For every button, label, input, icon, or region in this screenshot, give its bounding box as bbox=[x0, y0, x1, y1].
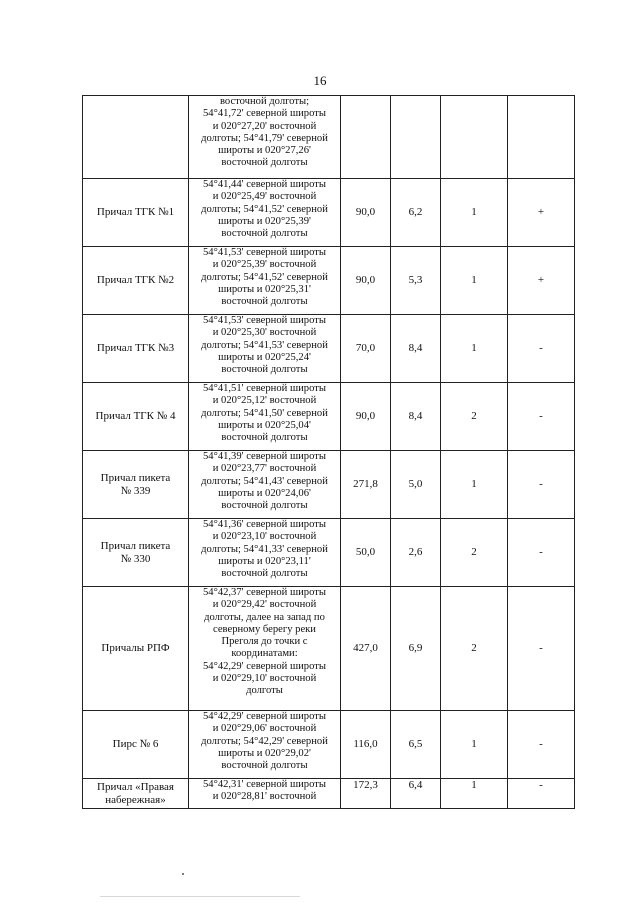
berth-name-cell bbox=[83, 451, 189, 519]
coordinates-cell bbox=[189, 383, 341, 451]
coordinates-line: 54°41,36' северной широты bbox=[202, 519, 326, 530]
page-bottom-rule bbox=[100, 896, 300, 897]
coordinates-line: долготы; 54°41,52' северной bbox=[201, 271, 328, 283]
coordinates-cell bbox=[189, 315, 341, 383]
berth-name-line: № 330 bbox=[120, 552, 151, 565]
table-row bbox=[83, 779, 575, 809]
coordinates-line: долготы; 54°41,50' северной bbox=[201, 407, 328, 419]
coordinates-line: и 020°28,81' восточной bbox=[212, 791, 317, 803]
berth-name-cell bbox=[83, 711, 189, 779]
count-cell: 1 bbox=[441, 179, 508, 247]
count-cell bbox=[441, 96, 508, 179]
length-cell bbox=[391, 96, 441, 179]
coordinates-line: восточной долготы bbox=[221, 157, 308, 169]
coordinates-line: восточной долготы bbox=[221, 364, 308, 376]
coordinates-line: долготы; 54°41,53' северной bbox=[201, 339, 328, 351]
depth-cell: 90,0 bbox=[341, 179, 391, 247]
length-cell: 8,4 bbox=[391, 315, 441, 383]
table-row bbox=[83, 247, 575, 315]
mark-cell bbox=[508, 96, 575, 179]
length-cell: 5,3 bbox=[391, 247, 441, 315]
count-cell: 1 bbox=[441, 247, 508, 315]
depth-cell: 172,3 bbox=[341, 779, 391, 809]
coordinates-line: восточной долготы bbox=[221, 228, 308, 240]
mark-cell: + bbox=[508, 247, 575, 315]
depth-cell: 90,0 bbox=[341, 247, 391, 315]
coordinates-line: широты и 020°27,26' bbox=[218, 145, 311, 157]
coordinates-line: 54°42,29' северной широты bbox=[202, 660, 326, 672]
coordinates-line: и 020°25,12' восточной bbox=[212, 395, 317, 407]
count-cell: 1 bbox=[441, 451, 508, 519]
coordinates-line: широты и 020°29,02' bbox=[218, 747, 311, 759]
coordinates-cell bbox=[189, 247, 341, 315]
count-cell: 1 bbox=[441, 315, 508, 383]
depth-cell: 427,0 bbox=[341, 587, 391, 711]
berth-name-line: № 339 bbox=[120, 484, 151, 497]
coordinates-line: и 020°25,30' восточной bbox=[212, 327, 317, 339]
coordinates-line: долготы; 54°41,52' северной bbox=[201, 203, 328, 215]
depth-cell bbox=[341, 96, 391, 179]
coordinates-cell bbox=[189, 451, 341, 519]
length-cell: 6,2 bbox=[391, 179, 441, 247]
berth-name-line: Причал пикета bbox=[100, 471, 171, 484]
table-row bbox=[83, 96, 575, 179]
coordinates-line: 54°42,31' северной широты bbox=[202, 779, 326, 790]
coordinates-cell bbox=[189, 96, 341, 179]
coordinates-cell bbox=[189, 587, 341, 711]
coordinates-line: 54°41,39' северной широты bbox=[202, 451, 326, 462]
coordinates-line: 54°41,72' северной широты bbox=[202, 108, 326, 120]
depth-cell: 70,0 bbox=[341, 315, 391, 383]
coordinates-line: восточной долготы bbox=[221, 500, 308, 512]
berth-name-line: Причалы РПФ bbox=[101, 642, 170, 654]
table-row bbox=[83, 519, 575, 587]
coordinates-line: широты и 020°25,24' bbox=[218, 351, 311, 363]
mark-cell: - bbox=[508, 519, 575, 587]
coordinates-line: и 020°27,20' восточной bbox=[212, 120, 317, 132]
berth-name-line: Причал ТГК №2 bbox=[96, 274, 175, 286]
berth-name-cell bbox=[83, 779, 189, 809]
mark-cell: - bbox=[508, 383, 575, 451]
coordinates-line: Преголя до точки с bbox=[221, 636, 308, 648]
berth-name-cell bbox=[83, 179, 189, 247]
coordinates-line: широты и 020°25,39' bbox=[218, 215, 311, 227]
berth-name-line: Причал ТГК № 4 bbox=[95, 410, 176, 422]
length-cell: 8,4 bbox=[391, 383, 441, 451]
berth-name-cell bbox=[83, 383, 189, 451]
coordinates-line: широты и 020°25,04' bbox=[218, 419, 311, 431]
mark-cell: - bbox=[508, 315, 575, 383]
coordinates-line: широты и 020°24,06' bbox=[218, 487, 311, 499]
coordinates-line: 54°41,53' северной широты bbox=[202, 247, 326, 258]
coordinates-line: долготы, далее на запад по bbox=[204, 611, 325, 623]
berth-name-cell bbox=[83, 315, 189, 383]
berth-name-cell bbox=[83, 587, 189, 711]
coordinates-line: 54°41,53' северной широты bbox=[202, 315, 326, 326]
coordinates-cell bbox=[189, 519, 341, 587]
coordinates-line: и 020°29,10' восточной bbox=[212, 673, 317, 685]
berth-name-line: Причал пикета bbox=[100, 539, 171, 552]
count-cell: 1 bbox=[441, 779, 508, 809]
coordinates-line: северному берегу реки bbox=[213, 623, 316, 635]
coordinates-line: и 020°29,06' восточной bbox=[212, 723, 317, 735]
coordinates-line: 54°42,29' северной широты bbox=[202, 711, 326, 722]
berths-table bbox=[82, 95, 575, 809]
coordinates-line: восточной долготы bbox=[221, 760, 308, 772]
mark-cell: - bbox=[508, 451, 575, 519]
coordinates-cell bbox=[189, 179, 341, 247]
mark-cell: - bbox=[508, 711, 575, 779]
coordinates-line: восточной долготы bbox=[221, 296, 308, 308]
length-cell: 6,5 bbox=[391, 711, 441, 779]
table-row bbox=[83, 179, 575, 247]
coordinates-line: восточной долготы bbox=[221, 568, 308, 580]
scan-speck bbox=[182, 873, 184, 875]
berth-name-cell bbox=[83, 247, 189, 315]
coordinates-line: координатами: bbox=[231, 648, 298, 660]
count-cell: 2 bbox=[441, 519, 508, 587]
table-row bbox=[83, 383, 575, 451]
count-cell: 1 bbox=[441, 711, 508, 779]
length-cell: 2,6 bbox=[391, 519, 441, 587]
berth-name-line: Пирс № 6 bbox=[112, 738, 159, 750]
page-number: 16 bbox=[313, 73, 327, 88]
mark-cell: + bbox=[508, 179, 575, 247]
coordinates-line: долготы; 54°41,79' северной bbox=[201, 132, 328, 144]
coordinates-line: и 020°23,10' восточной bbox=[212, 531, 317, 543]
coordinates-line: 54°41,51' северной широты bbox=[202, 383, 326, 394]
berth-name-line: набережная» bbox=[105, 793, 166, 806]
count-cell: 2 bbox=[441, 383, 508, 451]
table-row bbox=[83, 451, 575, 519]
mark-cell: - bbox=[508, 587, 575, 711]
coordinates-line: долготы; 54°41,43' северной bbox=[201, 475, 328, 487]
table-row bbox=[83, 587, 575, 711]
mark-cell: - bbox=[508, 779, 575, 809]
berth-name-line: Причал «Правая bbox=[97, 780, 174, 793]
count-cell: 2 bbox=[441, 587, 508, 711]
coordinates-cell bbox=[189, 711, 341, 779]
berth-name-line: Причал ТГК №1 bbox=[96, 206, 175, 218]
table-row bbox=[83, 711, 575, 779]
coordinates-line: долготы bbox=[246, 685, 283, 697]
length-cell: 5,0 bbox=[391, 451, 441, 519]
coordinates-line: восточной долготы bbox=[221, 432, 308, 444]
coordinates-line: и 020°25,39' восточной bbox=[212, 259, 317, 271]
depth-cell: 50,0 bbox=[341, 519, 391, 587]
table-row bbox=[83, 315, 575, 383]
depth-cell: 271,8 bbox=[341, 451, 391, 519]
coordinates-line: широты и 020°25,31' bbox=[218, 283, 311, 295]
coordinates-line: и 020°25,49' восточной bbox=[212, 191, 317, 203]
depth-cell: 116,0 bbox=[341, 711, 391, 779]
coordinates-cell bbox=[189, 779, 341, 809]
coordinates-line: и 020°29,42' восточной bbox=[212, 599, 317, 611]
coordinates-line: долготы; 54°42,29' северной bbox=[201, 735, 328, 747]
length-cell: 6,9 bbox=[391, 587, 441, 711]
berth-name-line: Причал ТГК №3 bbox=[96, 342, 175, 354]
coordinates-line: 54°41,44' северной широты bbox=[202, 179, 326, 190]
berths-table-body bbox=[83, 96, 575, 809]
depth-cell: 90,0 bbox=[341, 383, 391, 451]
coordinates-line: восточной долготы; bbox=[219, 96, 310, 107]
coordinates-line: широты и 020°23,11' bbox=[218, 555, 311, 567]
berth-name-cell bbox=[83, 519, 189, 587]
berth-name-cell bbox=[83, 96, 189, 179]
coordinates-line: и 020°23,77' восточной bbox=[212, 463, 317, 475]
coordinates-line: 54°42,37' северной широты bbox=[202, 587, 326, 598]
coordinates-line: долготы; 54°41,33' северной bbox=[201, 543, 328, 555]
length-cell: 6,4 bbox=[391, 779, 441, 809]
